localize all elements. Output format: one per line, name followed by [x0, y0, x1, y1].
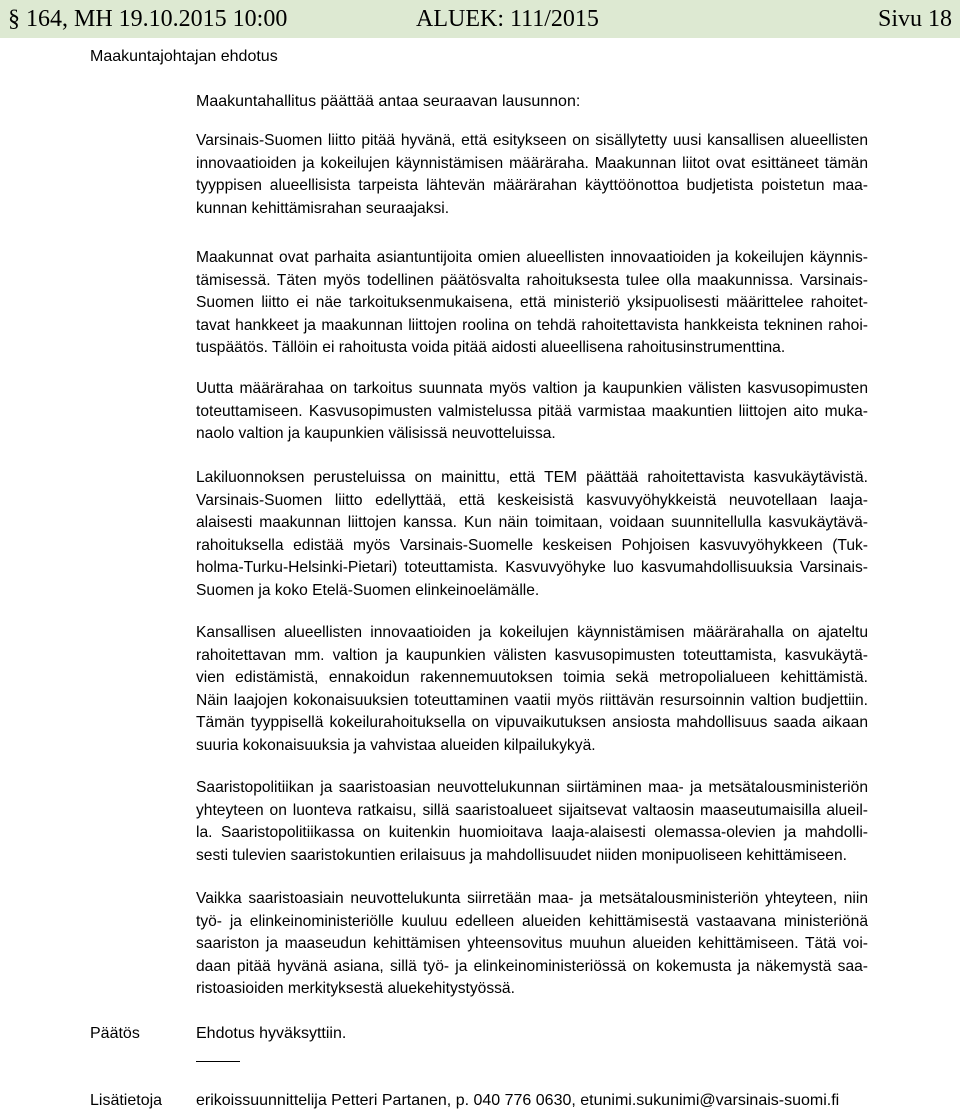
- text-line: Näin laajojen kokonaisuuksien toteuttaminen vaatii myös riittävän resursoinnin valtion budjettiin.: [196, 691, 868, 709]
- text-line: la. Saaristopolitiikassa on kuitenkin huomioitava laaja-alaisesti olemassa-olevien ja mahdolli-: [196, 824, 868, 841]
- paragraph-5: [196, 622, 868, 757]
- text-line: rahoitettavan mm. valtion ja kaupunkien välisten kasvusopimusten toteuttamista, kasvukäytä-: [196, 646, 868, 664]
- contact-label: Lisätietoja: [90, 1092, 163, 1109]
- text-line: saariston ja maaseudun kehittämisen yhteensovitus muuhun alueiden kehittämiseen. Tätä voi-: [196, 935, 868, 952]
- text-line: rahoituksella edistää myös Varsinais-Suomelle keskeisen Pohjoisen kasvuvyöhykkeen (Tuk-: [196, 536, 868, 554]
- text-line: Vaikka saaristoasiain neuvottelukunta siirretään maa- ja metsätalousministeriön yhteyteen, niin: [196, 890, 868, 907]
- text-line: yhteyteen on luonteva ratkaisu, sillä saaristoalueet sijaitsevat valtaosin maaseutumaisilla alueil-: [196, 801, 868, 819]
- text-line: Saaristopolitiikan ja saaristoasian neuvottelukunnan siirtäminen maa- ja metsätalousministeriön: [196, 779, 868, 796]
- text-line: daan pitää hyvänä asiana, sillä työ- ja elinkeinoministeriössä on kokemusta ja näkemystä saa-: [196, 957, 868, 975]
- text-line: sesti tulevien saaristokuntien erilaisuus ja mahdollisuudet niiden monipuoliseen kehittämiseen.: [196, 846, 847, 864]
- paragraph-3: [196, 378, 868, 446]
- text-line: Varsinais-Suomen liitto pitää hyvänä, että esitykseen on sisällytetty uusi kansallisen alueellisten: [196, 132, 868, 149]
- text-line: alaisesti maakunnan liittojen kanssa. Kun näin toimitaan, voidaan suunnitellulla kasvukäytävä-: [196, 514, 868, 531]
- text-line: kunnan kehittämisrahan seuraajaksi.: [196, 199, 450, 217]
- signature-rule: [196, 1061, 240, 1062]
- proposal-heading: Maakuntajohtajan ehdotus: [90, 48, 278, 65]
- page-number: Sivu 18: [877, 6, 952, 32]
- paragraph-2: [196, 247, 868, 360]
- text-line: innovaatioiden ja kokeilujen käynnistämisen määräraha. Maakunnan liitot ovat esittäneet tämän: [196, 154, 868, 172]
- text-line: tuspäätös. Tällöin ei rahoitusta voida pitää aidosti alueellisena rahoitusinstrumenttina.: [196, 339, 786, 356]
- text-line: Suomen liitto ei näe tarkoituksenmukaisena, että ministeriö yksipuolisesti määrittelee rahoitet-: [196, 294, 868, 311]
- text-line: suuria kokonaisuuksia ja vahvistaa alueiden kilpailukykyä.: [196, 736, 596, 754]
- text-line: ristoasioiden merkityksestä aluekehitystyössä.: [196, 980, 515, 997]
- text-line: Tämän tyyppisellä kokeilurahoituksella on vipuvaikutuksen ansiosta mahdollisuus saada aikaan: [196, 714, 868, 731]
- paragraph-1: [196, 130, 868, 220]
- text-line: Suomen ja koko Etelä-Suomen elinkeinoelämälle.: [196, 581, 540, 599]
- text-line: naolo valtion ja kaupunkien välisissä neuvotteluissa.: [196, 425, 556, 442]
- intro-sentence: Maakuntahallitus päättää antaa seuraavan lausunnon:: [196, 93, 581, 110]
- text-line: Varsinais-Suomen liitto edellyttää, että keskeisistä kasvuvyöhykkeistä neuvotellaan laaja-: [196, 491, 868, 509]
- text-line: vien edistämistä, ennakoidun rakennemuutoksen toimia sekä metropolialueen kehittämistä.: [196, 669, 868, 686]
- text-line: Kansallisen alueellisten innovaatioiden ja kokeilujen käynnistämisen määrärahalla on ajateltu: [196, 624, 868, 641]
- text-line: toteuttamiseen. Kasvusopimusten valmistelussa pitää varmistaa maakuntien liittojen aito muka-: [196, 402, 868, 420]
- document-header: [0, 0, 960, 38]
- decision-label: Päätös: [90, 1025, 140, 1042]
- text-line: holma-Turku-Helsinki-Pietari) toteuttamista. Kasvuvyöhyke luo kasvumahdollisuuksia Varsinais-: [196, 559, 868, 576]
- text-line: työ- ja elinkeinoministeriölle kuuluu edelleen alueiden kehittämisestä vastaavana ministeriönä: [196, 912, 868, 930]
- text-line: Lakiluonnoksen perusteluissa on mainittu, että TEM päättää rahoitettavista kasvukäytävistä.: [196, 469, 868, 486]
- paragraph-7: [196, 888, 868, 1001]
- paragraph-4: [196, 467, 868, 602]
- text-line: tyyppisen alueellisista tarpeista lähtevän määrärahan käyttöönottoa budjetista poistetun maa-: [196, 177, 868, 194]
- paragraph-6: [196, 777, 868, 867]
- section-reference: § 164, MH 19.10.2015 10:00: [8, 6, 288, 32]
- text-line: Uutta määrärahaa on tarkoitus suunnata myös valtion ja kaupunkien välisten kasvusopimusten: [196, 380, 868, 397]
- text-line: tavat hankkeet ja maakunnan liittojen roolina on tehdä rahoitettavista hankkeista tekninen rahoi-: [196, 316, 868, 334]
- text-line: tämisessä. Täten myös todellinen päätösvalta rahoituksesta tulee olla maakunnissa. Varsinais-: [196, 271, 868, 289]
- decision-value: Ehdotus hyväksyttiin.: [196, 1025, 347, 1042]
- case-number: ALUEK: 111/2015: [416, 6, 599, 32]
- contact-info: erikoissuunnittelija Petteri Partanen, p. 040 776 0630, etunimi.sukunimi@varsinais-suomi.fi: [196, 1092, 840, 1109]
- text-line: Maakunnat ovat parhaita asiantuntijoita omien alueellisten innovaatioiden ja kokeilujen käynnis-: [196, 249, 868, 266]
